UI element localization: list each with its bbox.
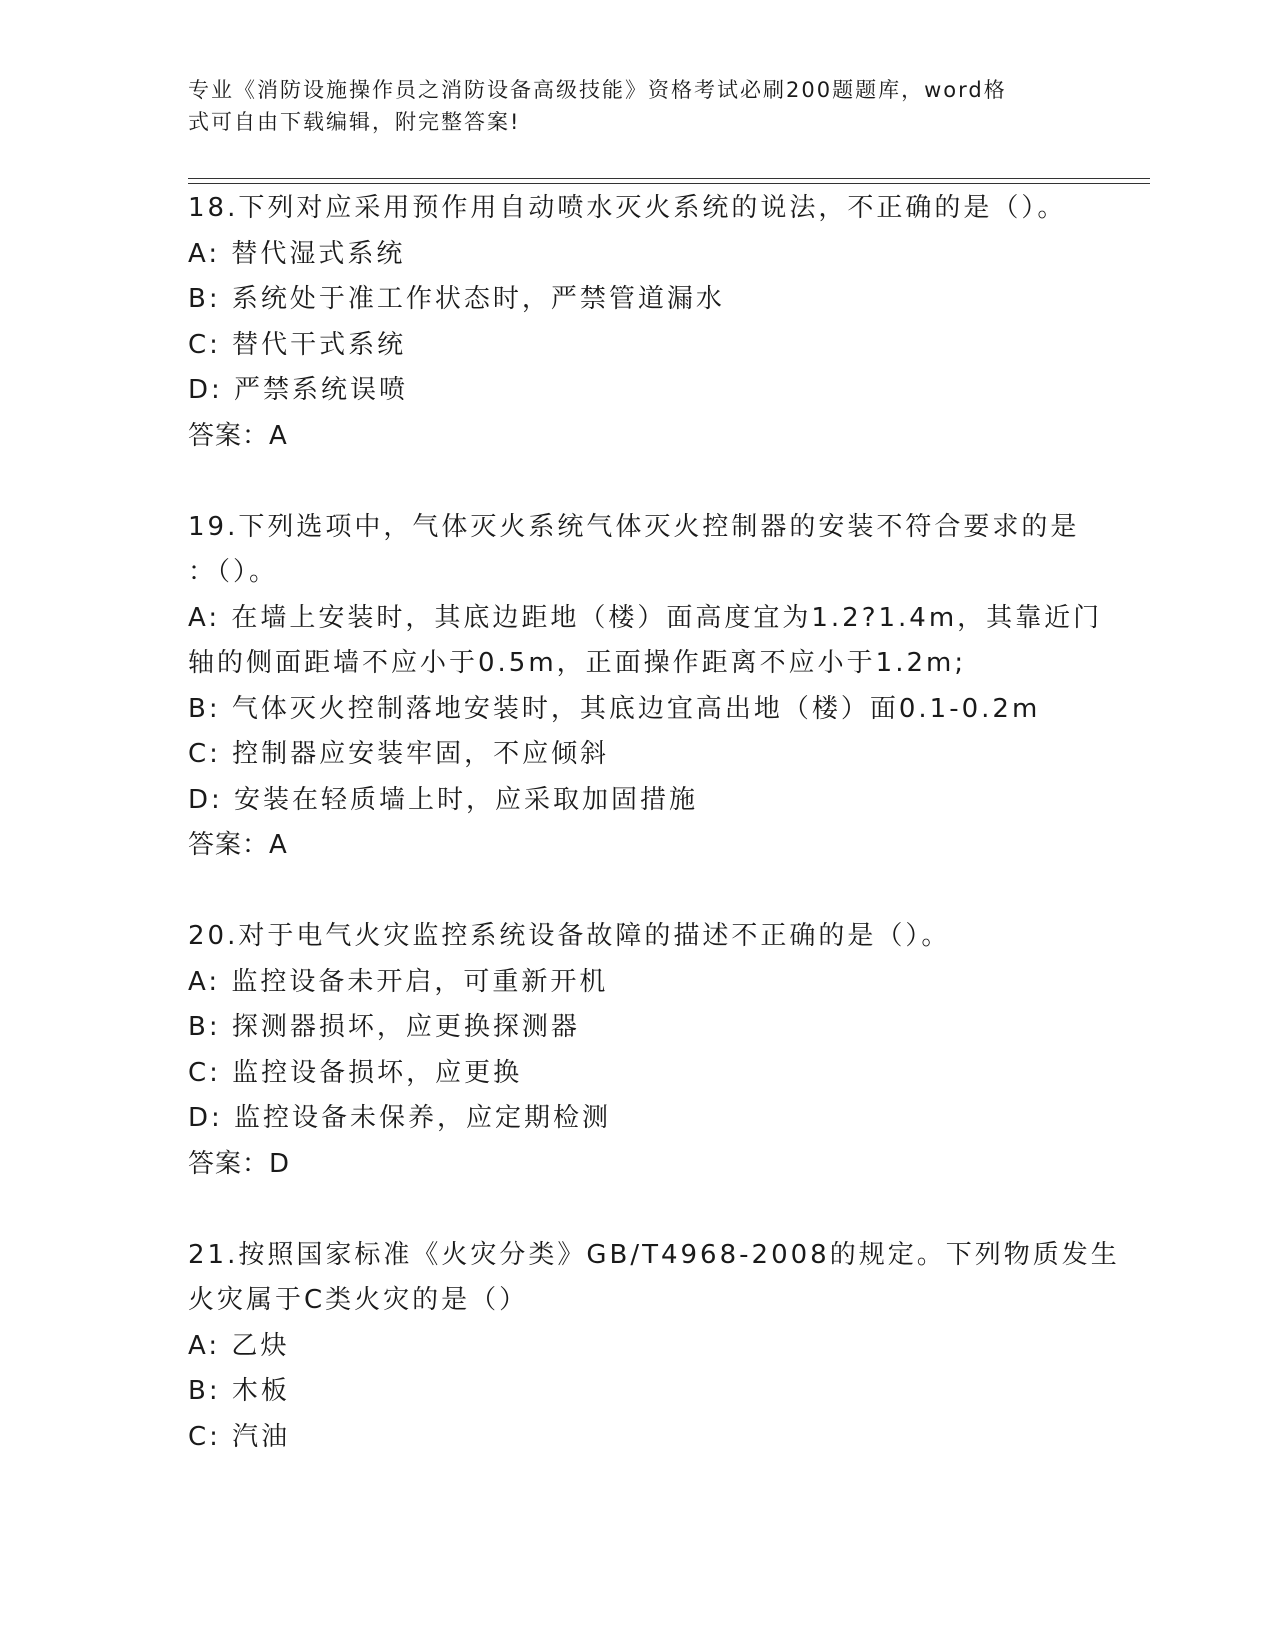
question-stem: 21.按照国家标准《火灾分类》GB/T4968-2008的规定。下列物质发生 (188, 1239, 1120, 1270)
header-divider-bottom (188, 183, 1150, 184)
option-a: A: 替代湿式系统 (188, 238, 406, 269)
answer-line: 答案：A (188, 830, 288, 860)
option-b: B: 木板 (188, 1376, 290, 1406)
option-c: C: 替代干式系统 (188, 329, 407, 360)
option-d: D: 安装在轻质墙上时，应采取加固措施 (188, 784, 699, 815)
option-a: A: 在墙上安装时，其底边距地（楼）面高度宜为1.2?1.4m，其靠近门 (188, 602, 1103, 633)
question-stem: 19.下列选项中，气体灭火系统气体灭火控制器的安装不符合要求的是 (188, 511, 1080, 542)
option-d: D: 严禁系统误喷 (188, 375, 409, 405)
answer-line: 答案：D (188, 1148, 291, 1179)
option-a-continued: 轴的侧面距墙不应小于0.5m，正面操作距离不应小于1.2m; (188, 648, 967, 678)
question-stem-continued: ：（）。 (188, 557, 279, 587)
question-stem-continued: 火灾属于C类火灾的是（） (188, 1285, 529, 1315)
question-list (188, 186, 1120, 1460)
option-c: C: 汽油 (188, 1421, 291, 1452)
option-c: C: 控制器应安装牢固，不应倾斜 (188, 739, 610, 769)
document-header (188, 74, 1088, 138)
question-21 (188, 1233, 1120, 1461)
option-b: B: 系统处于准工作状态时，严禁管道漏水 (188, 284, 725, 314)
question-19 (188, 505, 1103, 869)
question-spacer (188, 869, 1088, 915)
question-stem: 20.对于电气火灾监控系统设备故障的描述不正确的是（）。 (188, 921, 951, 951)
option-c: C: 监控设备损坏，应更换 (188, 1057, 523, 1088)
question-18 (188, 186, 1088, 459)
option-a: A: 监控设备未开启，可重新开机 (188, 966, 609, 997)
option-b: B: 气体灭火控制落地安装时，其底边宜高出地（楼）面0.1-0.2m (188, 693, 1041, 724)
question-20 (188, 914, 1088, 1187)
header-line-2: 式可自由下载编辑，附完整答案! (188, 110, 521, 134)
question-stem: 18.下列对应采用预作用自动喷水灭火系统的说法，不正确的是（）。 (188, 193, 1067, 223)
option-b: B: 探测器损坏，应更换探测器 (188, 1012, 580, 1042)
option-a: A: 乙炔 (188, 1330, 290, 1361)
question-spacer (188, 459, 1088, 505)
question-spacer (188, 1187, 1088, 1233)
header-divider-top (188, 178, 1150, 179)
answer-line: 答案：A (188, 420, 288, 451)
option-d: D: 监控设备未保养，应定期检测 (188, 1103, 612, 1133)
header-line-1: 专业《消防设施操作员之消防设备高级技能》资格考试必刷200题题库，word格 (188, 78, 1007, 102)
